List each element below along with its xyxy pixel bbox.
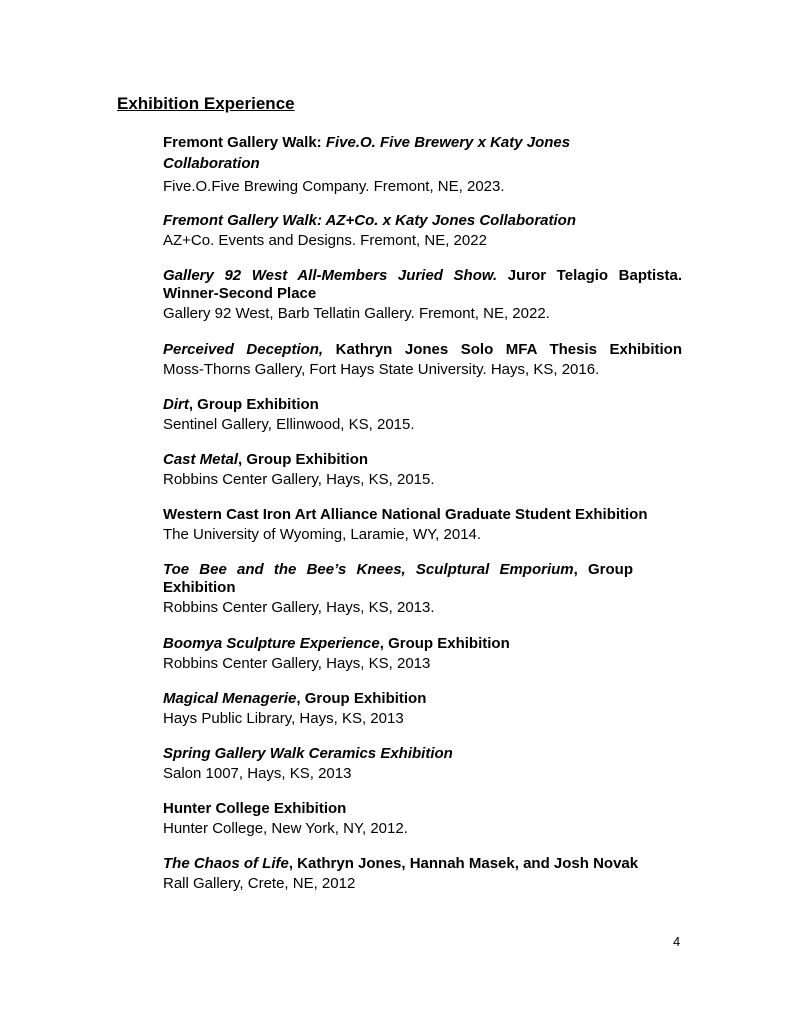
exhibition-entry bbox=[163, 561, 633, 616]
title-plain-suffix: , Group Exhibition bbox=[296, 690, 427, 707]
section-heading: Exhibition Experience bbox=[117, 94, 295, 113]
title-plain-suffix: Juror Telagio Baptista. Winner-Second Place bbox=[163, 267, 683, 302]
exhibition-venue: Gallery 92 West, Barb Tellatin Gallery. Fremont, NE, 2022. bbox=[163, 305, 550, 322]
title-italic: Magical Menagerie bbox=[163, 690, 297, 707]
exhibition-entry bbox=[163, 506, 682, 543]
title-plain-suffix: , Kathryn Jones, Hannah Masek, and Josh Novak bbox=[288, 855, 639, 872]
title-italic: Boomya Sculpture Experience bbox=[163, 635, 380, 652]
title-italic: The Chaos of Life bbox=[163, 855, 289, 872]
title-plain: Western Cast Iron Art Alliance National Graduate Student Exhibition bbox=[163, 506, 648, 523]
title-plain-suffix: , Group Exhibition bbox=[238, 451, 369, 468]
title-italic: Toe Bee and the Bee’s Knees, Sculptural Emporium bbox=[163, 561, 574, 578]
exhibition-title bbox=[163, 341, 682, 359]
exhibition-list bbox=[163, 132, 682, 892]
exhibition-entry bbox=[163, 855, 682, 892]
exhibition-title bbox=[163, 132, 593, 174]
title-italic: Fremont Gallery Walk: AZ+Co. x Katy Jones Collaboration bbox=[163, 212, 577, 229]
exhibition-entry bbox=[163, 396, 682, 433]
exhibition-venue: Salon 1007, Hays, KS, 2013 bbox=[163, 765, 352, 782]
exhibition-title bbox=[163, 267, 682, 303]
exhibition-venue: Five.O.Five Brewing Company. Fremont, NE, 2023. bbox=[163, 178, 505, 195]
exhibition-venue: Robbins Center Gallery, Hays, KS, 2013. bbox=[163, 599, 435, 616]
exhibition-venue: Hays Public Library, Hays, KS, 2013 bbox=[163, 710, 404, 727]
exhibition-entry bbox=[163, 745, 682, 782]
title-italic: Spring Gallery Walk Ceramics Exhibition bbox=[163, 745, 453, 762]
title-italic: Cast Metal bbox=[163, 451, 239, 468]
exhibition-entry bbox=[163, 267, 682, 322]
exhibition-venue: Sentinel Gallery, Ellinwood, KS, 2015. bbox=[163, 416, 415, 433]
title-italic: Five.O. Five Brewery x Katy Jones Collaboration bbox=[163, 134, 571, 172]
title-plain-suffix: , Group Exhibition bbox=[379, 635, 510, 652]
title-plain: Fremont Gallery Walk: bbox=[163, 134, 326, 151]
title-italic: Gallery 92 West All-Members Juried Show. bbox=[163, 267, 498, 284]
exhibition-title bbox=[163, 506, 682, 524]
exhibition-title bbox=[163, 690, 682, 708]
title-plain: Hunter College Exhibition bbox=[163, 800, 347, 817]
title-plain-suffix: , Group Exhibition bbox=[163, 561, 633, 596]
exhibition-venue: AZ+Co. Events and Designs. Fremont, NE, 2022 bbox=[163, 232, 487, 249]
exhibition-entry bbox=[163, 690, 682, 727]
exhibition-title bbox=[163, 800, 682, 818]
exhibition-entry bbox=[163, 212, 682, 249]
exhibition-title bbox=[163, 396, 682, 414]
exhibition-venue: Moss-Thorns Gallery, Fort Hays State University. Hays, KS, 2016. bbox=[163, 361, 600, 378]
exhibition-venue: The University of Wyoming, Laramie, WY, 2014. bbox=[163, 526, 482, 543]
exhibition-title bbox=[163, 212, 682, 230]
title-plain-suffix: , Group Exhibition bbox=[188, 396, 319, 413]
exhibition-title bbox=[163, 635, 682, 653]
exhibition-entry bbox=[163, 341, 682, 378]
exhibition-title bbox=[163, 451, 682, 469]
exhibition-venue: Robbins Center Gallery, Hays, KS, 2013 bbox=[163, 655, 431, 672]
exhibition-entry bbox=[163, 451, 682, 488]
exhibition-venue: Robbins Center Gallery, Hays, KS, 2015. bbox=[163, 471, 435, 488]
exhibition-venue: Hunter College, New York, NY, 2012. bbox=[163, 820, 408, 837]
exhibition-title bbox=[163, 561, 633, 597]
exhibition-entry bbox=[163, 132, 593, 194]
title-plain-suffix: Kathryn Jones Solo MFA Thesis Exhibition bbox=[323, 341, 682, 358]
title-italic: Dirt bbox=[163, 396, 189, 413]
exhibition-entry bbox=[163, 800, 682, 837]
exhibition-title bbox=[163, 745, 682, 763]
exhibition-title bbox=[163, 855, 682, 873]
page-number: 4 bbox=[673, 934, 681, 949]
exhibition-entry bbox=[163, 635, 682, 672]
title-italic: Perceived Deception, bbox=[163, 341, 324, 358]
exhibition-venue: Rall Gallery, Crete, NE, 2012 bbox=[163, 875, 356, 892]
